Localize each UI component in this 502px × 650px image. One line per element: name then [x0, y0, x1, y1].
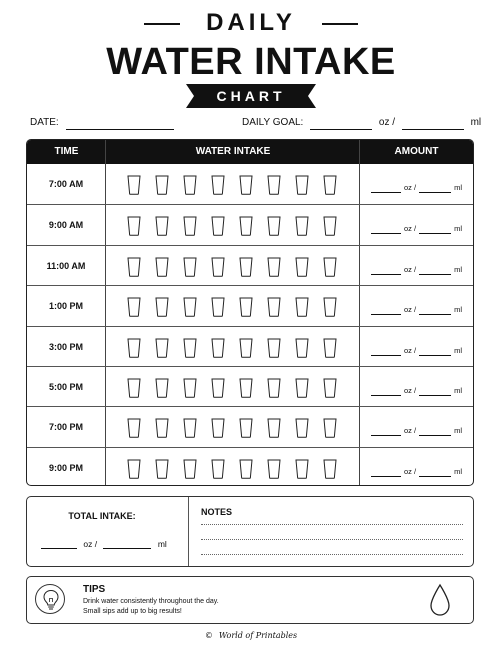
amount-oz-unit: oz / [404, 386, 417, 395]
table-row [27, 406, 473, 447]
header-water-intake: WATER INTAKE [106, 140, 360, 164]
amount-ml-unit: ml [454, 183, 463, 192]
glass-icon[interactable] [183, 257, 197, 277]
glass-icon[interactable] [295, 216, 309, 236]
glass-icon[interactable] [323, 257, 337, 277]
amount-ml-unit: ml [454, 386, 463, 395]
amount-oz-line[interactable] [371, 347, 401, 356]
table-row [27, 285, 473, 326]
amount-oz-line[interactable] [371, 184, 401, 193]
row-time-label: 9:00 PM [48, 462, 83, 473]
glass-icon[interactable] [127, 459, 141, 479]
glass-icon[interactable] [267, 459, 281, 479]
header-right-rule [322, 23, 358, 25]
glass-icon[interactable] [211, 297, 225, 317]
copyright-symbol: © [204, 631, 213, 640]
glass-icon[interactable] [239, 175, 253, 195]
glass-icon[interactable] [239, 297, 253, 317]
goal-ml-line[interactable] [402, 118, 464, 130]
tips-text-1: Drink water consistently throughout the day. [83, 598, 219, 605]
glass-icon[interactable] [295, 459, 309, 479]
goal-ml-unit: ml [470, 117, 482, 128]
glass-icon[interactable] [239, 418, 253, 438]
row-time-label: 7:00 PM [48, 422, 83, 433]
amount-field [371, 183, 462, 193]
glass-icon[interactable] [239, 459, 253, 479]
table-row [27, 204, 473, 245]
glass-icon[interactable] [295, 257, 309, 277]
header-amount: AMOUNT [360, 140, 473, 164]
box-divider [188, 497, 189, 566]
glass-icon[interactable] [183, 338, 197, 358]
glass-icon[interactable] [323, 418, 337, 438]
notes-line[interactable] [201, 554, 463, 555]
glass-icon[interactable] [155, 459, 169, 479]
page-title: WATER INTAKE [106, 41, 396, 83]
glass-icon[interactable] [211, 216, 225, 236]
glass-icon[interactable] [323, 175, 337, 195]
amount-field [371, 467, 462, 477]
amount-ml-line[interactable] [419, 427, 451, 436]
table-row [27, 447, 473, 486]
amount-oz-unit: oz / [404, 466, 417, 476]
glass-icon[interactable] [323, 297, 337, 317]
notes-line[interactable] [201, 539, 463, 540]
glass-icon[interactable] [211, 418, 225, 438]
amount-ml-unit: ml [454, 305, 463, 315]
row-time-label: 3:00 PM [48, 341, 83, 352]
amount-ml-line[interactable] [419, 266, 451, 275]
water-drop-icon [429, 583, 451, 617]
amount-ml-unit: ml [454, 224, 463, 234]
tips-label: TIPS [83, 584, 106, 595]
footer-brand [0, 631, 502, 640]
amount-ml-line[interactable] [419, 387, 451, 396]
table-row [27, 245, 473, 286]
glass-icon[interactable] [239, 216, 253, 236]
glass-icon[interactable] [295, 175, 309, 195]
notes-line[interactable] [201, 524, 463, 525]
glass-icon[interactable] [127, 418, 141, 438]
row-time-label: 7:00 AM [48, 179, 84, 189]
header-time: TIME [27, 140, 106, 164]
glass-icon[interactable] [239, 378, 253, 398]
header-daily [0, 8, 502, 38]
row-time-label: 9:00 AM [48, 220, 84, 231]
glass-icon[interactable] [267, 175, 281, 195]
goal-oz-line[interactable] [310, 118, 372, 130]
amount-field [371, 305, 462, 315]
glass-icon[interactable] [267, 297, 281, 317]
total-oz-line[interactable] [41, 539, 77, 549]
total-ml-unit: ml [157, 539, 167, 549]
tips-box [26, 576, 474, 624]
glass-icon[interactable] [127, 297, 141, 317]
amount-oz-line[interactable] [371, 225, 401, 234]
amount-ml-unit: ml [454, 466, 463, 476]
amount-oz-line[interactable] [371, 306, 401, 315]
amount-ml-line[interactable] [419, 347, 451, 356]
total-ml-line[interactable] [103, 539, 151, 549]
glass-icon[interactable] [211, 459, 225, 479]
row-time-label: 11:00 AM [46, 260, 86, 271]
glass-icon[interactable] [155, 297, 169, 317]
amount-oz-line[interactable] [371, 387, 401, 396]
glass-icon[interactable] [267, 216, 281, 236]
goal-oz-unit: oz / [378, 117, 396, 128]
row-time-label: 1:00 PM [48, 301, 83, 312]
glass-icon[interactable] [155, 216, 169, 236]
amount-field [371, 346, 462, 356]
glass-icon[interactable] [211, 257, 225, 277]
table-row [27, 326, 473, 367]
glass-icon[interactable] [267, 257, 281, 277]
glass-icon[interactable] [127, 378, 141, 398]
amount-ml-line[interactable] [419, 306, 451, 315]
glass-icon[interactable] [211, 338, 225, 358]
amount-oz-unit: oz / [404, 426, 417, 436]
glass-icon[interactable] [183, 175, 197, 195]
amount-field [371, 426, 462, 436]
amount-ml-line[interactable] [419, 184, 451, 193]
amount-oz-unit: oz / [404, 183, 417, 192]
glass-icon[interactable] [295, 338, 309, 358]
amount-oz-unit: oz / [404, 264, 417, 274]
glass-icon[interactable] [155, 175, 169, 195]
total-oz-unit: oz / [83, 539, 98, 549]
glass-icon[interactable] [323, 216, 337, 236]
glass-icon[interactable] [239, 338, 253, 358]
glass-icon[interactable] [127, 216, 141, 236]
date-field [30, 116, 174, 130]
amount-ml-unit: ml [454, 345, 463, 355]
total-intake-fields [41, 539, 167, 549]
glass-icon[interactable] [267, 418, 281, 438]
glass-icon[interactable] [183, 297, 197, 317]
amount-field [371, 265, 462, 275]
glass-icon[interactable] [295, 297, 309, 317]
date-input-line[interactable] [66, 118, 174, 130]
amount-oz-unit: oz / [404, 305, 417, 315]
amount-oz-line[interactable] [371, 427, 401, 436]
glass-icon[interactable] [155, 418, 169, 438]
glass-icon[interactable] [183, 459, 197, 479]
notes-label: NOTES [201, 507, 233, 517]
table-row [27, 366, 473, 407]
intake-table [26, 139, 474, 486]
date-label: DATE: [30, 117, 59, 128]
glass-icon[interactable] [267, 378, 281, 398]
amount-field [371, 386, 462, 396]
glass-icon[interactable] [211, 175, 225, 195]
table-row [27, 164, 473, 205]
glass-icon[interactable] [127, 257, 141, 277]
glass-icon[interactable] [211, 378, 225, 398]
daily-goal-field [242, 116, 481, 130]
glass-icon[interactable] [295, 418, 309, 438]
tips-text-2: Small sips add up to big results! [83, 608, 182, 615]
glass-icon[interactable] [267, 338, 281, 358]
glass-icon[interactable] [295, 378, 309, 398]
daily-goal-label: DAILY GOAL: [242, 117, 304, 128]
brand-name: World of Printables [218, 631, 298, 640]
amount-field [371, 224, 462, 234]
glass-icon[interactable] [127, 338, 141, 358]
glass-icon[interactable] [183, 216, 197, 236]
glass-icon[interactable] [155, 257, 169, 277]
glass-icon[interactable] [323, 459, 337, 479]
header-daily-text: DAILY [206, 9, 296, 36]
total-intake-label: TOTAL INTAKE: [68, 511, 136, 521]
amount-ml-unit: ml [454, 264, 463, 274]
glass-icon[interactable] [155, 338, 169, 358]
glass-icon[interactable] [127, 175, 141, 195]
amount-oz-unit: oz / [404, 345, 417, 355]
amount-ml-unit: ml [454, 426, 463, 436]
glass-icon[interactable] [155, 378, 169, 398]
amount-ml-line[interactable] [419, 225, 451, 234]
glass-icon[interactable] [183, 418, 197, 438]
amount-ml-line[interactable] [419, 468, 451, 477]
subtitle-banner [186, 84, 316, 108]
glass-icon[interactable] [239, 257, 253, 277]
glass-icon[interactable] [183, 378, 197, 398]
lightbulb-icon [35, 584, 65, 614]
amount-oz-line[interactable] [371, 266, 401, 275]
amount-oz-unit: oz / [404, 224, 417, 234]
total-notes-box [26, 496, 474, 567]
glass-icon[interactable] [323, 378, 337, 398]
subtitle-text: CHART [216, 88, 286, 104]
glass-icon[interactable] [323, 338, 337, 358]
amount-oz-line[interactable] [371, 468, 401, 477]
row-time-label: 5:00 PM [48, 382, 83, 392]
